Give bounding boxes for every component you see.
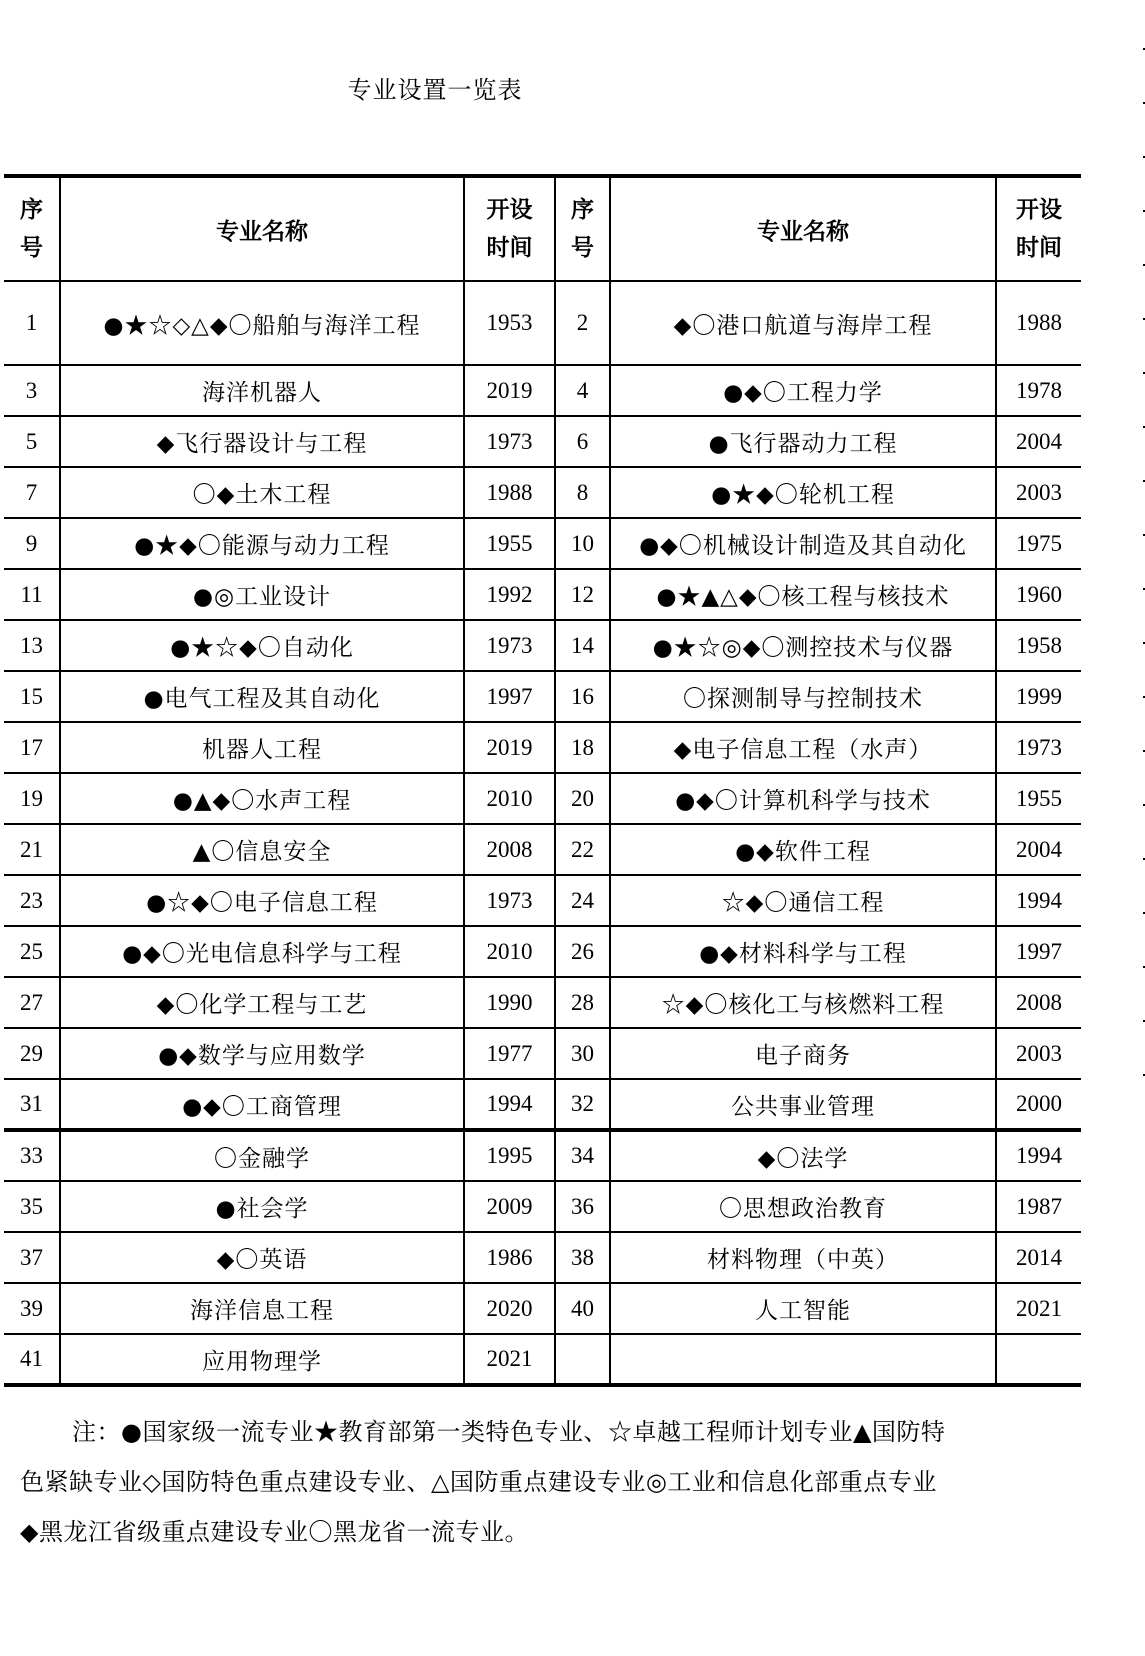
seq-cell: 7 (4, 467, 60, 518)
table-row (4, 518, 1081, 569)
year-cell: 1958 (996, 620, 1081, 671)
table-row (4, 365, 1081, 416)
year-cell: 2009 (464, 1181, 555, 1232)
seq-cell: 19 (4, 773, 60, 824)
seq-cell: 15 (4, 671, 60, 722)
page-title: 专业设置一览表 (347, 76, 523, 104)
major-name-cell: 〇◆土木工程 (60, 467, 464, 518)
table-row (4, 773, 1081, 824)
year-cell: 2004 (996, 416, 1081, 467)
table-row (4, 281, 1081, 365)
table-row (4, 1283, 1081, 1334)
major-name-cell: 〇金融学 (60, 1130, 464, 1181)
seq-cell: 25 (4, 926, 60, 977)
seq-cell: 27 (4, 977, 60, 1028)
major-name-cell: ●▲◆〇水声工程 (60, 773, 464, 824)
seq-cell: 39 (4, 1283, 60, 1334)
year-cell (996, 1334, 1081, 1385)
year-cell: 1994 (464, 1079, 555, 1130)
seq-cell: 14 (555, 620, 610, 671)
year-cell: 1994 (996, 1130, 1081, 1181)
year-cell: 1973 (996, 722, 1081, 773)
seq-cell: 37 (4, 1232, 60, 1283)
year-cell: 1953 (464, 281, 555, 365)
year-cell: 1973 (464, 875, 555, 926)
seq-cell: 29 (4, 1028, 60, 1079)
major-name-cell: ●◆〇光电信息科学与工程 (60, 926, 464, 977)
table-row (4, 1334, 1081, 1385)
year-cell: 1988 (464, 467, 555, 518)
legend-note (20, 1407, 1075, 1557)
major-name-cell: ●◎工业设计 (60, 569, 464, 620)
seq-cell: 38 (555, 1232, 610, 1283)
table-row (4, 1130, 1081, 1181)
table-row (4, 875, 1081, 926)
major-name-cell: ☆◆〇通信工程 (610, 875, 996, 926)
majors-table (4, 174, 1081, 1387)
table-header-row (4, 176, 1081, 281)
year-cell: 2019 (464, 722, 555, 773)
seq-cell: 1 (4, 281, 60, 365)
table-row (4, 926, 1081, 977)
seq-cell: 2 (555, 281, 610, 365)
major-name-cell: ●◆软件工程 (610, 824, 996, 875)
major-name-cell: ◆电子信息工程（水声） (610, 722, 996, 773)
major-name-cell: 〇探测制导与控制技术 (610, 671, 996, 722)
major-name-cell: ●★☆◇△◆〇船舶与海洋工程 (60, 281, 464, 365)
major-name-cell: ●社会学 (60, 1181, 464, 1232)
major-name-cell: ●◆〇机械设计制造及其自动化 (610, 518, 996, 569)
major-name-cell: ◆飞行器设计与工程 (60, 416, 464, 467)
table-body (4, 281, 1081, 1385)
major-name-cell: 人工智能 (610, 1283, 996, 1334)
year-cell: 1987 (996, 1181, 1081, 1232)
major-name-cell: ☆◆〇核化工与核燃料工程 (610, 977, 996, 1028)
table-row (4, 722, 1081, 773)
year-cell: 2010 (464, 773, 555, 824)
major-name-cell: ●◆〇工程力学 (610, 365, 996, 416)
major-name-cell: ●★☆◎◆〇测控技术与仪器 (610, 620, 996, 671)
header-name-left: 专业名称 (60, 176, 464, 281)
year-cell: 1995 (464, 1130, 555, 1181)
year-cell: 1986 (464, 1232, 555, 1283)
seq-cell: 30 (555, 1028, 610, 1079)
table-row (4, 1028, 1081, 1079)
year-cell: 1994 (996, 875, 1081, 926)
year-cell: 2004 (996, 824, 1081, 875)
major-name-cell: ◆〇化学工程与工艺 (60, 977, 464, 1028)
year-cell: 2014 (996, 1232, 1081, 1283)
major-name-cell: ●★▲△◆〇核工程与核技术 (610, 569, 996, 620)
major-name-cell: 海洋信息工程 (60, 1283, 464, 1334)
header-year-right: 开设 时间 (996, 176, 1081, 281)
major-name-cell: ●★◆〇能源与动力工程 (60, 518, 464, 569)
major-name-cell: ◆〇法学 (610, 1130, 996, 1181)
seq-cell: 21 (4, 824, 60, 875)
seq-cell: 17 (4, 722, 60, 773)
table-row (4, 1232, 1081, 1283)
year-cell: 2008 (996, 977, 1081, 1028)
seq-cell: 6 (555, 416, 610, 467)
year-cell: 2021 (996, 1283, 1081, 1334)
seq-cell: 18 (555, 722, 610, 773)
year-cell: 1973 (464, 416, 555, 467)
seq-cell: 32 (555, 1079, 610, 1130)
year-cell: 1978 (996, 365, 1081, 416)
seq-cell: 20 (555, 773, 610, 824)
major-name-cell: 材料物理（中英） (610, 1232, 996, 1283)
note-line-2: 色紧缺专业◇国防特色重点建设专业、△国防重点建设专业◎工业和信息化部重点专业 (20, 1468, 937, 1496)
year-cell: 1973 (464, 620, 555, 671)
year-cell: 1955 (464, 518, 555, 569)
year-cell: 1977 (464, 1028, 555, 1079)
year-cell: 2003 (996, 467, 1081, 518)
seq-cell: 5 (4, 416, 60, 467)
year-cell: 1997 (464, 671, 555, 722)
seq-cell: 40 (555, 1283, 610, 1334)
major-name-cell: ◆〇港口航道与海岸工程 (610, 281, 996, 365)
seq-cell: 16 (555, 671, 610, 722)
seq-cell: 26 (555, 926, 610, 977)
seq-cell: 31 (4, 1079, 60, 1130)
major-name-cell: ●◆数学与应用数学 (60, 1028, 464, 1079)
year-cell: 1988 (996, 281, 1081, 365)
seq-cell: 22 (555, 824, 610, 875)
year-cell: 2003 (996, 1028, 1081, 1079)
seq-cell (555, 1334, 610, 1385)
major-name-cell (610, 1334, 996, 1385)
seq-cell: 34 (555, 1130, 610, 1181)
major-name-cell: 海洋机器人 (60, 365, 464, 416)
seq-cell: 23 (4, 875, 60, 926)
table-row (4, 569, 1081, 620)
table-row (4, 1181, 1081, 1232)
major-name-cell: 公共事业管理 (610, 1079, 996, 1130)
seq-cell: 8 (555, 467, 610, 518)
year-cell: 1955 (996, 773, 1081, 824)
table-row (4, 1079, 1081, 1130)
header-year-left: 开设 时间 (464, 176, 555, 281)
year-cell: 1999 (996, 671, 1081, 722)
table-row (4, 824, 1081, 875)
year-cell: 2010 (464, 926, 555, 977)
table-row (4, 977, 1081, 1028)
major-name-cell: ◆〇英语 (60, 1232, 464, 1283)
major-name-cell: ●◆〇计算机科学与技术 (610, 773, 996, 824)
major-name-cell: ●☆◆〇电子信息工程 (60, 875, 464, 926)
seq-cell: 12 (555, 569, 610, 620)
major-name-cell: 机器人工程 (60, 722, 464, 773)
year-cell: 1992 (464, 569, 555, 620)
seq-cell: 36 (555, 1181, 610, 1232)
seq-cell: 11 (4, 569, 60, 620)
table-row (4, 467, 1081, 518)
year-cell: 1960 (996, 569, 1081, 620)
seq-cell: 9 (4, 518, 60, 569)
major-name-cell: ▲〇信息安全 (60, 824, 464, 875)
seq-cell: 3 (4, 365, 60, 416)
seq-cell: 4 (555, 365, 610, 416)
header-name-right: 专业名称 (610, 176, 996, 281)
year-cell: 2008 (464, 824, 555, 875)
major-name-cell: ●◆〇工商管理 (60, 1079, 464, 1130)
seq-cell: 13 (4, 620, 60, 671)
major-name-cell: ●◆材料科学与工程 (610, 926, 996, 977)
major-name-cell: ●★◆〇轮机工程 (610, 467, 996, 518)
seq-cell: 41 (4, 1334, 60, 1385)
year-cell: 1997 (996, 926, 1081, 977)
header-seq-left: 序 号 (4, 176, 60, 281)
major-name-cell: 电子商务 (610, 1028, 996, 1079)
note-line-1: 注：●国家级一流专业★教育部第一类特色专业、☆卓越工程师计划专业▲国防特 (72, 1418, 946, 1446)
year-cell: 1990 (464, 977, 555, 1028)
major-name-cell: ●飞行器动力工程 (610, 416, 996, 467)
major-name-cell: 〇思想政治教育 (610, 1181, 996, 1232)
major-name-cell: ●电气工程及其自动化 (60, 671, 464, 722)
header-seq-right: 序 号 (555, 176, 610, 281)
year-cell: 2021 (464, 1334, 555, 1385)
seq-cell: 28 (555, 977, 610, 1028)
table-row (4, 620, 1081, 671)
year-cell: 2000 (996, 1079, 1081, 1130)
major-name-cell: ●★☆◆〇自动化 (60, 620, 464, 671)
major-name-cell: 应用物理学 (60, 1334, 464, 1385)
year-cell: 1975 (996, 518, 1081, 569)
seq-cell: 35 (4, 1181, 60, 1232)
table-row (4, 416, 1081, 467)
year-cell: 2020 (464, 1283, 555, 1334)
year-cell: 2019 (464, 365, 555, 416)
seq-cell: 33 (4, 1130, 60, 1181)
note-line-3: ◆黑龙江省级重点建设专业〇黑龙省一流专业。 (20, 1518, 529, 1546)
table-row (4, 671, 1081, 722)
seq-cell: 10 (555, 518, 610, 569)
seq-cell: 24 (555, 875, 610, 926)
